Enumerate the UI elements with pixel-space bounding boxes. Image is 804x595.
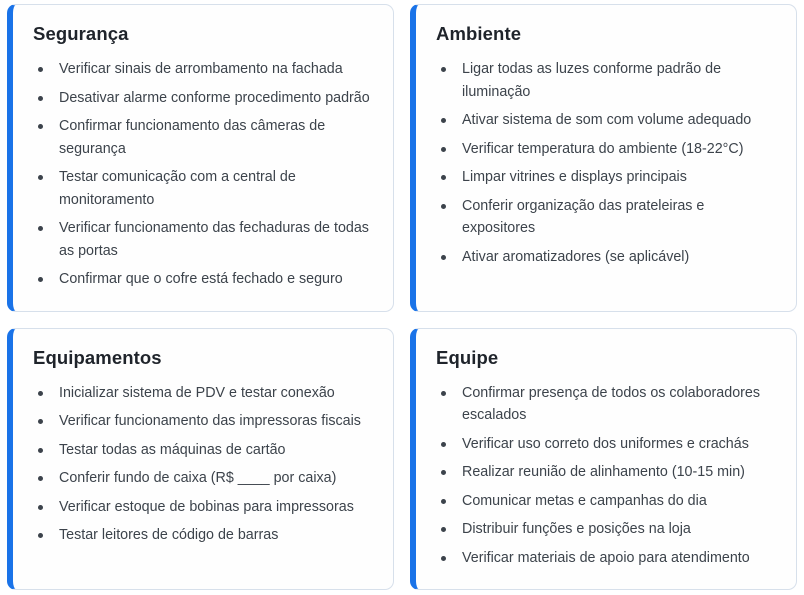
checklist-item: Conferir organização das prateleiras e expositores [440, 195, 776, 240]
card-title: Equipe [436, 346, 499, 368]
checklist-item: Verificar temperatura do ambiente (18-22°C) [440, 138, 776, 161]
card-title: Ambiente [436, 23, 522, 44]
checklist-item: Comunicar metas e campanhas do dia [440, 490, 776, 513]
checklist-item: Verificar uso correto dos uniformes e crachás [440, 433, 776, 456]
checklist [33, 58, 373, 291]
card-seguranca [7, 4, 394, 312]
checklist-item: Conferir fundo de caixa (R$ ____ por caixa) [37, 467, 373, 490]
checklist-item: Limpar vitrines e displays principais [440, 166, 776, 189]
checklist-item: Confirmar que o cofre está fechado e seguro [37, 268, 373, 291]
checklist-item: Verificar sinais de arrombamento na fachada [37, 58, 373, 81]
checklist [33, 382, 373, 547]
checklist-item: Confirmar funcionamento das câmeras de segurança [37, 115, 373, 160]
checklist-item: Desativar alarme conforme procedimento padrão [37, 87, 373, 110]
checklist-item: Testar comunicação com a central de monitoramento [37, 166, 373, 211]
checklist-item: Ativar aromatizadores (se aplicável) [440, 246, 776, 269]
checklist-item: Verificar estoque de bobinas para impressoras [37, 496, 373, 519]
checklist-item: Inicializar sistema de PDV e testar conexão [37, 382, 373, 405]
checklist-item: Realizar reunião de alinhamento (10-15 min) [440, 461, 776, 484]
card-equipe [410, 328, 797, 591]
card-equipamentos [7, 328, 394, 591]
checklist-item: Verificar funcionamento das fechaduras de todas as portas [37, 217, 373, 262]
checklist-item: Verificar funcionamento das impressoras fiscais [37, 410, 373, 433]
card-title: Segurança [33, 23, 129, 44]
card-title: Equipamentos [33, 346, 162, 368]
checklist [436, 58, 776, 268]
checklist-item: Ligar todas as luzes conforme padrão de iluminação [440, 58, 776, 103]
checklist-item: Testar todas as máquinas de cartão [37, 439, 373, 462]
cards-grid [7, 4, 797, 590]
card-ambiente [410, 4, 797, 312]
checklist-item: Distribuir funções e posições na loja [440, 518, 776, 541]
checklist-item: Ativar sistema de som com volume adequado [440, 109, 776, 132]
checklist-item: Confirmar presença de todos os colaboradores escalados [440, 382, 776, 427]
checklist-item: Verificar materiais de apoio para atendimento [440, 547, 776, 570]
checklist [436, 382, 776, 570]
checklist-item: Testar leitores de código de barras [37, 524, 373, 547]
